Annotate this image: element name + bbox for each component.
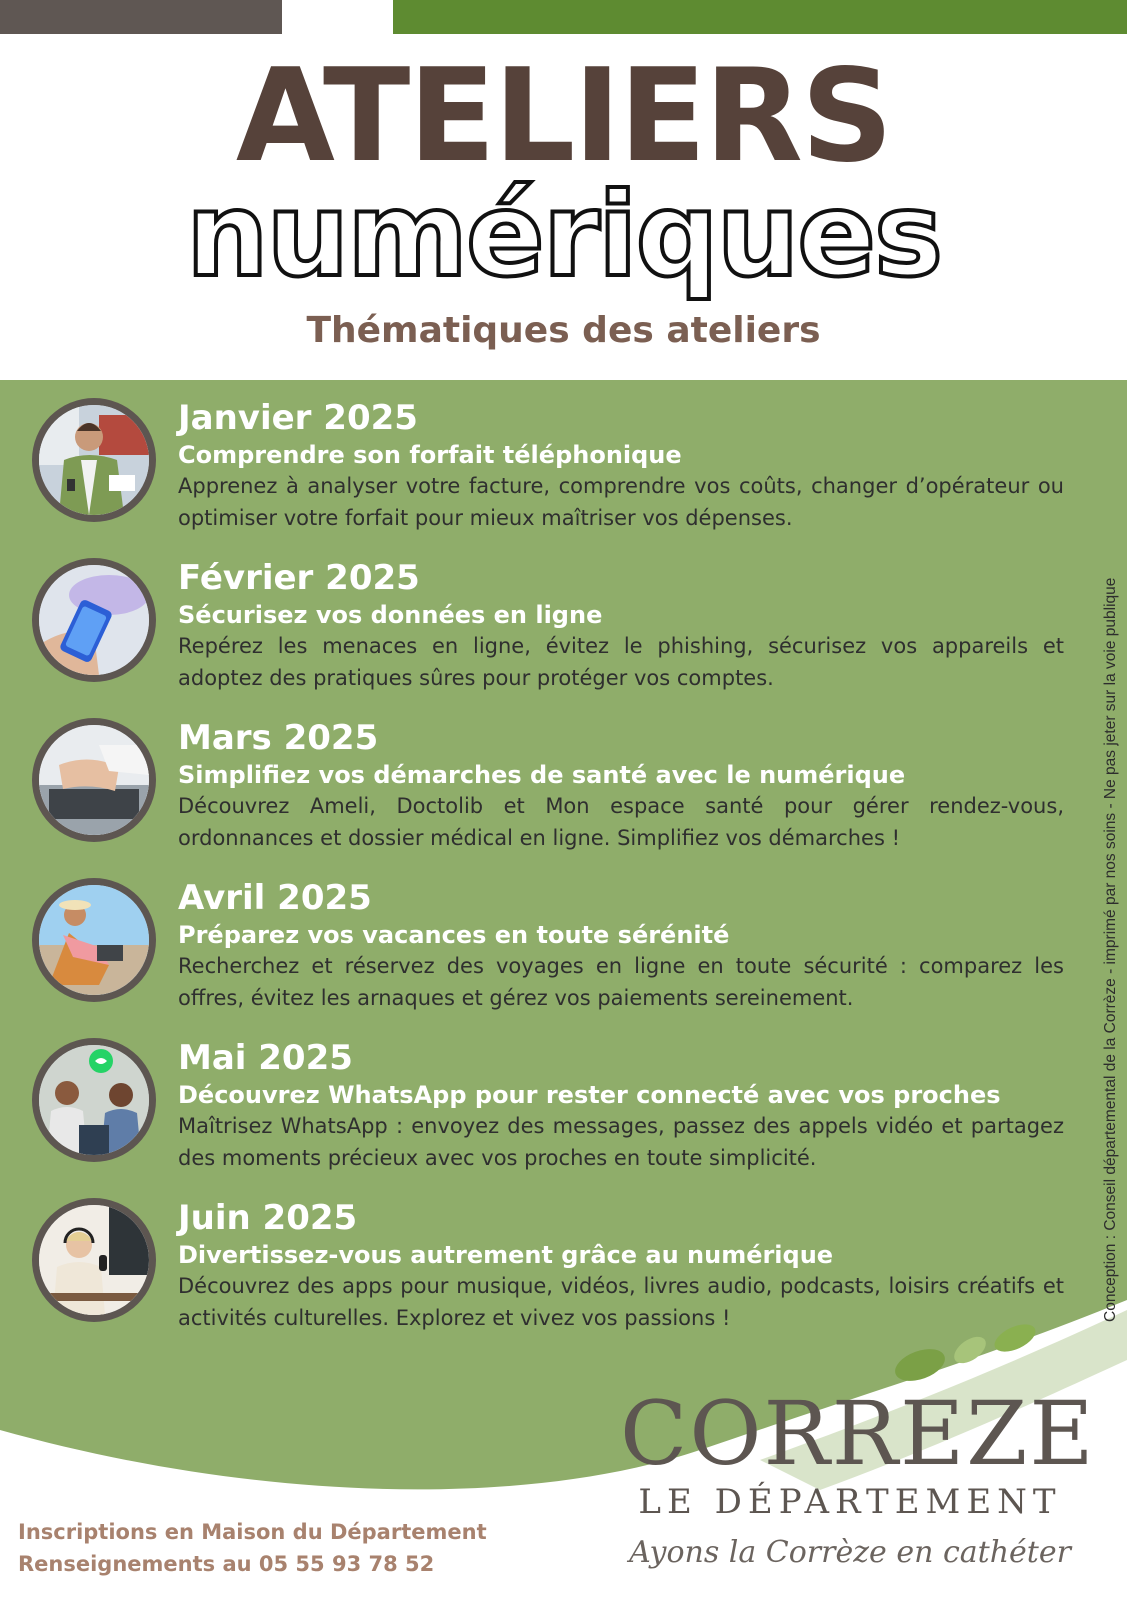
hands-typing-laptop-photo (39, 725, 149, 835)
side-credit: Conception : Conseil départemental de la Corrèze - imprimé par nos soins - Ne pas jeter sur la voie publique (1102, 577, 1119, 1322)
workshop-description: Recherchez et réservez des voyages en ligne en toute sécurité : comparez les offres, évitez les arnaques et gérez vos paiements sereinement. (178, 954, 1064, 1010)
woman-podcast-microphone-photo (39, 1205, 149, 1315)
workshop-item (0, 558, 1127, 708)
workshop-photo-frame (32, 878, 156, 1002)
hand-holding-smartphone-photo (39, 565, 149, 675)
workshop-photo-frame (32, 1198, 156, 1322)
title-ateliers: ATELIERS (235, 42, 892, 191)
workshop-title: Découvrez WhatsApp pour rester connecté avec vos proches (178, 1081, 1001, 1109)
workshop-item (0, 878, 1127, 1028)
correze-logo (620, 1330, 1096, 1600)
workshop-title: Simplifiez vos démarches de santé avec le numérique (178, 761, 906, 789)
footer-registration: Inscriptions en Maison du Département (18, 1520, 487, 1544)
title-numeriques: numériques (185, 168, 941, 303)
workshop-month: Juin 2025 (178, 1198, 358, 1238)
man-deckchair-laptop-photo (39, 885, 149, 995)
top-bar-gray (0, 0, 282, 34)
workshop-title: Préparez vos vacances en toute sérénité (178, 921, 730, 949)
logo-slogan: Ayons la Corrèze en cathéter (629, 1535, 1071, 1570)
footer-phone: Renseignements au 05 55 93 78 52 (18, 1552, 435, 1576)
workshop-description: Découvrez des apps pour musique, vidéos, livres audio, podcasts, loisirs créatifs et activités culturelles. Explorez et vivez vos passions ! (178, 1274, 1064, 1330)
workshop-month: Février 2025 (178, 558, 420, 598)
workshop-month: Mars 2025 (178, 718, 379, 758)
workshop-item (0, 398, 1127, 548)
workshop-photo-frame (32, 558, 156, 682)
logo-subtitle: LE DÉPARTEMENT (638, 1482, 1062, 1522)
workshop-item (0, 1038, 1127, 1188)
workshop-description: Repérez les menaces en ligne, évitez le phishing, sécurisez vos appareils et adoptez des pratiques sûres pour protéger vos comptes. (178, 634, 1064, 690)
workshop-photo-frame (32, 718, 156, 842)
workshop-title: Comprendre son forfait téléphonique (178, 441, 682, 469)
workshop-description: Découvrez Ameli, Doctolib et Mon espace santé pour gérer rendez-vous, ordonnances et dossier médical en ligne. Simplifiez vos démarches ! (178, 794, 1064, 850)
workshop-month: Janvier 2025 (178, 398, 418, 438)
workshop-description: Apprenez à analyser votre facture, comprendre vos coûts, changer d’opérateur ou optimiser votre forfait pour mieux maîtriser vos dépenses. (178, 474, 1064, 530)
workshop-month: Avril 2025 (178, 878, 372, 918)
leaves-icon (860, 1320, 1060, 1390)
friends-whatsapp-photo (39, 1045, 149, 1155)
workshop-photo-frame (32, 1038, 156, 1162)
workshop-month: Mai 2025 (178, 1038, 353, 1078)
workshop-title: Divertissez-vous autrement grâce au numérique (178, 1241, 834, 1269)
workshop-title: Sécurisez vos données en ligne (178, 601, 603, 629)
logo-name: CORREZE (620, 1382, 1096, 1485)
man-with-phone-photo (39, 405, 149, 515)
workshop-item (0, 718, 1127, 868)
workshop-photo-frame (32, 398, 156, 522)
top-bar-green (393, 0, 1127, 34)
themes-heading: Thématiques des ateliers (306, 310, 821, 351)
workshop-description: Maîtrisez WhatsApp : envoyez des messages, passez des appels vidéo et partagez des moments précieux avec vos proches en toute simplicité. (178, 1114, 1064, 1170)
